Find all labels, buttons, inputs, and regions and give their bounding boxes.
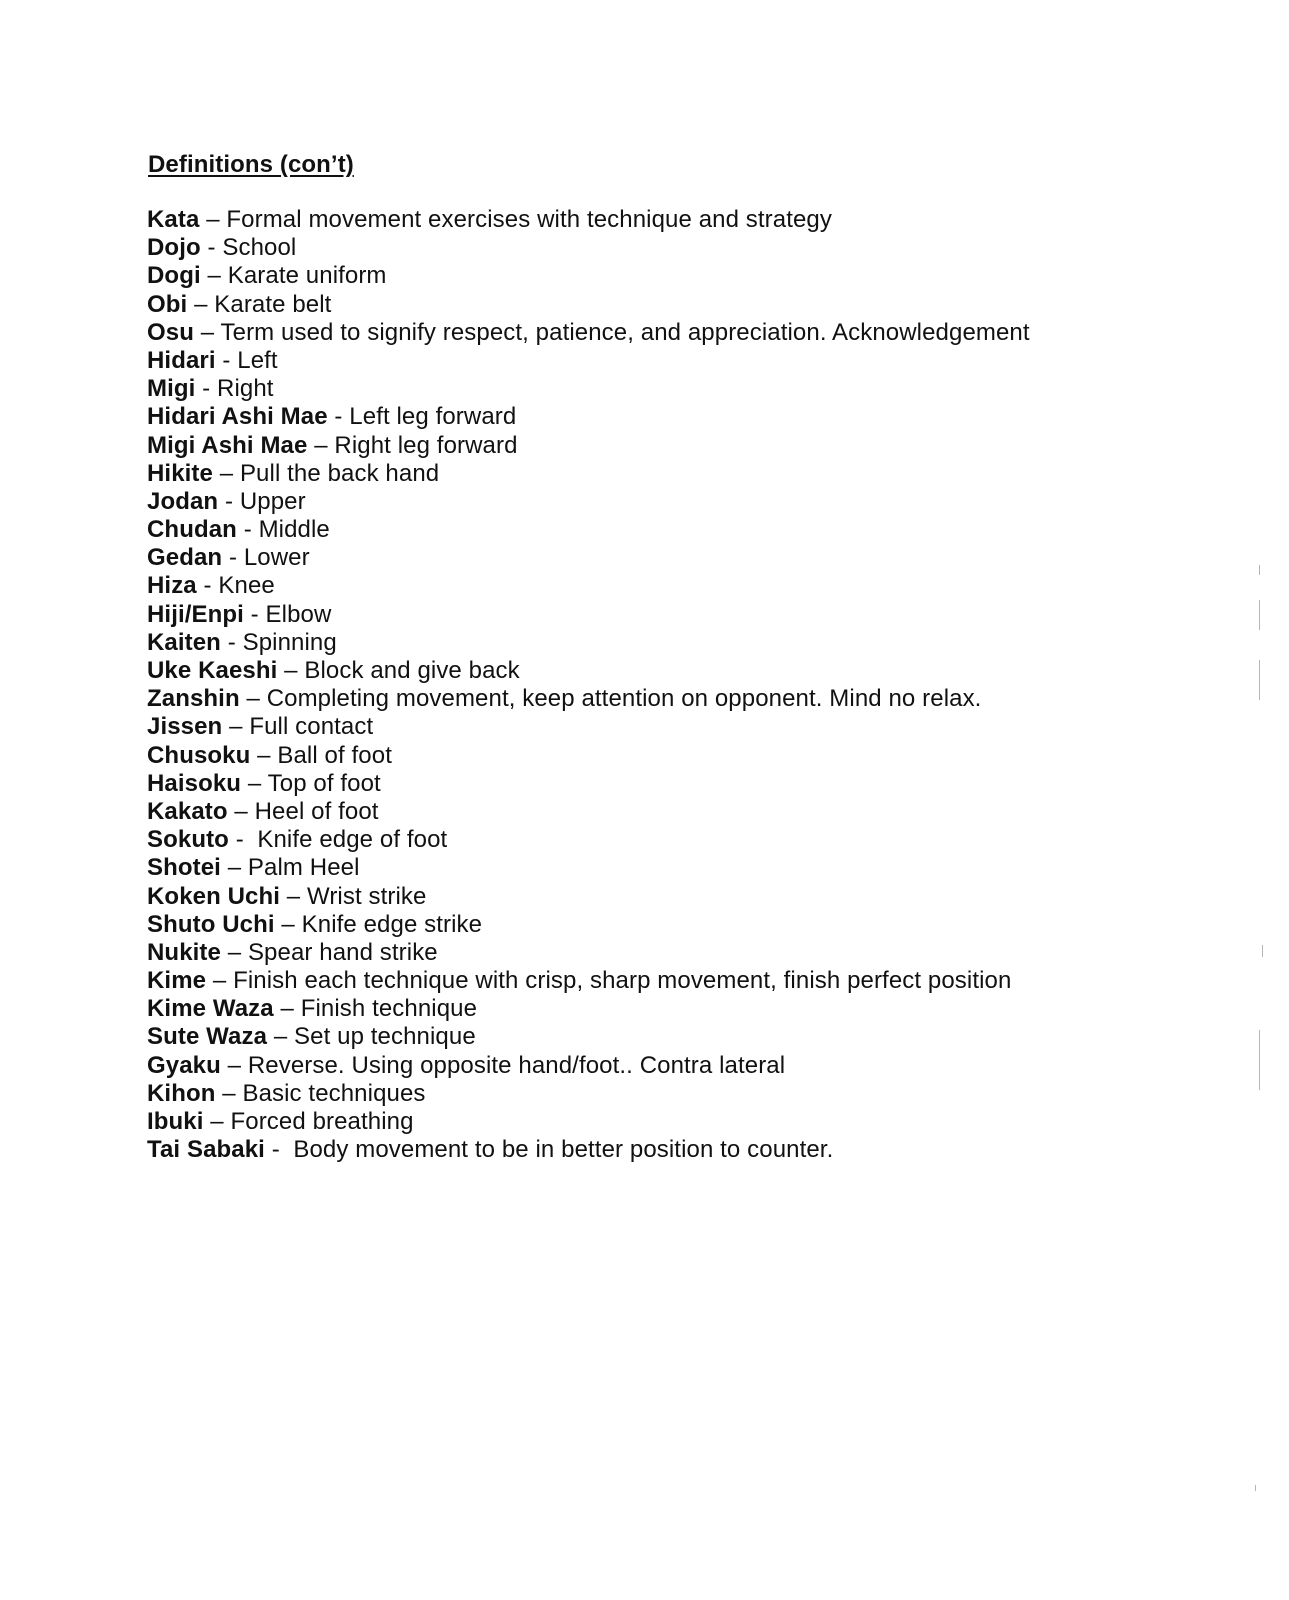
term-separator: – (239, 685, 267, 713)
term-word: Kihon (147, 1079, 216, 1107)
term-definition: Completing movement, keep attention on opponent. Mind no relax. (266, 685, 982, 713)
term-separator: – (193, 318, 221, 346)
term-separator: – (220, 938, 248, 966)
term-separator: - (196, 572, 219, 600)
definition-row (147, 995, 1030, 1023)
definition-row (147, 657, 1030, 685)
term-separator: - (218, 487, 240, 515)
term-definition: Lower (243, 544, 310, 572)
scan-artifact (1259, 1030, 1260, 1090)
term-definition: Knife edge strike (301, 910, 483, 938)
term-word: Ibuki (147, 1108, 204, 1135)
term-definition: Finish each technique with crisp, sharp movement, finish perfect position (233, 967, 1012, 995)
term-word: Zanshin (147, 685, 240, 713)
definition-row (147, 488, 1030, 516)
term-separator: - (236, 516, 259, 544)
term-separator: – (206, 967, 234, 995)
term-separator: - (220, 628, 243, 656)
definition-row (147, 234, 1030, 262)
definition-row (147, 544, 1030, 572)
term-word: Chudan (147, 516, 237, 544)
term-word: Kime Waza (147, 995, 274, 1023)
definition-row (147, 319, 1030, 347)
term-separator: – (203, 1108, 231, 1135)
term-definition: Block and give back (304, 657, 520, 684)
term-separator: – (220, 854, 248, 882)
definition-row (147, 1108, 1030, 1136)
term-definition: Palm Heel (247, 854, 360, 882)
term-definition: Karate belt (214, 290, 332, 318)
term-word: Kakato (147, 797, 228, 825)
term-word: Dojo (147, 234, 201, 262)
term-definition: Finish technique (300, 995, 478, 1023)
term-separator: – (250, 741, 278, 769)
scan-artifact (1262, 945, 1263, 957)
definition-row (147, 713, 1030, 741)
term-separator: – (227, 797, 255, 825)
term-word: Hiji/Enpi (147, 600, 244, 628)
definition-row (147, 685, 1030, 713)
term-definition: Spear hand strike (247, 938, 438, 966)
definition-row (147, 291, 1030, 319)
scan-artifact (1259, 660, 1260, 700)
term-word: Migi Ashi Mae (147, 431, 308, 459)
term-word: Hiza (147, 572, 197, 600)
term-separator: – (280, 882, 308, 910)
term-word: Shotei (147, 854, 221, 882)
term-word: Kaiten (147, 628, 221, 656)
term-separator: – (220, 1051, 248, 1079)
definition-row (147, 375, 1030, 403)
definition-row (147, 347, 1030, 375)
term-word: Hidari Ashi Mae (147, 403, 328, 431)
term-word: Gedan (147, 544, 223, 572)
term-separator: - (215, 346, 238, 374)
term-separator: – (267, 1023, 295, 1051)
term-definition: Knife edge of foot (257, 826, 448, 854)
term-definition: Left leg forward (349, 403, 517, 431)
term-separator: – (222, 713, 250, 741)
term-definition: Heel of foot (254, 797, 379, 825)
term-definition: Middle (258, 516, 330, 544)
term-separator: – (199, 206, 227, 233)
term-word: Hidari (147, 346, 216, 374)
term-definition: Wrist strike (307, 882, 427, 910)
term-separator: - (327, 403, 350, 431)
definition-row (147, 460, 1030, 488)
definition-row (147, 939, 1030, 967)
definition-row (147, 403, 1030, 431)
term-definition: Spinning (242, 628, 337, 656)
term-separator: – (307, 431, 335, 459)
term-separator: - (200, 234, 223, 262)
definition-row (147, 826, 1030, 854)
definition-row (147, 572, 1030, 600)
definition-row (147, 911, 1030, 939)
term-definition: Full contact (249, 713, 374, 741)
term-definition: Right leg forward (334, 431, 518, 459)
term-definition: Ball of foot (277, 741, 392, 769)
term-definition: Forced breathing (230, 1108, 414, 1135)
term-definition: Top of foot (267, 769, 381, 797)
term-separator: - (195, 375, 218, 403)
term-definition: Reverse. Using opposite hand/foot.. Contra lateral (247, 1051, 786, 1079)
term-definition: Formal movement exercises with technique and strategy (226, 206, 832, 233)
term-separator: – (274, 910, 302, 938)
definition-row (147, 601, 1030, 629)
term-definition: Set up technique (294, 1023, 476, 1051)
term-word: Uke Kaeshi (147, 657, 278, 684)
term-word: Sute Waza (147, 1023, 268, 1051)
definition-row (147, 798, 1030, 826)
term-word: Sokuto (147, 826, 229, 854)
term-separator: – (187, 290, 215, 318)
definition-row (147, 1052, 1030, 1080)
term-definition: Karate uniform (227, 262, 387, 290)
definition-row (147, 967, 1030, 995)
definition-row (147, 1023, 1030, 1051)
term-definition: Right (217, 375, 274, 403)
term-separator: - (228, 826, 258, 854)
term-word: Kata (147, 206, 200, 233)
term-definition: Basic techniques (242, 1079, 426, 1107)
definition-row (147, 1136, 1030, 1164)
term-word: Jodan (147, 487, 219, 515)
term-definition: Left (237, 346, 278, 374)
definition-row (147, 432, 1030, 460)
term-separator: – (215, 1079, 243, 1107)
page-heading: Definitions (con’t) (148, 151, 354, 178)
term-separator: – (277, 657, 305, 684)
term-word: Shuto Uchi (147, 910, 275, 938)
term-definition: Body movement to be in better position to counter. (293, 1136, 834, 1164)
term-definition: Pull the back hand (239, 459, 440, 487)
term-definition: Knee (218, 572, 275, 600)
scan-artifact (1259, 565, 1260, 575)
scan-artifact (1255, 1485, 1256, 1491)
term-definition: Upper (239, 487, 306, 515)
term-word: Koken Uchi (147, 882, 281, 910)
term-word: Kime (147, 967, 207, 995)
term-separator: - (243, 600, 266, 628)
term-word: Chusoku (147, 741, 251, 769)
term-separator: - (222, 544, 244, 572)
term-word: Dogi (147, 262, 201, 290)
term-separator: – (273, 995, 301, 1023)
definition-row (147, 883, 1030, 911)
definitions-list (147, 206, 1030, 1164)
term-word: Hikite (147, 459, 213, 487)
term-word: Osu (147, 318, 194, 346)
term-definition: Elbow (265, 600, 332, 628)
scan-artifact (1259, 600, 1260, 630)
definition-row (147, 742, 1030, 770)
definition-row (147, 629, 1030, 657)
term-definition: School (222, 234, 297, 262)
term-separator: – (241, 769, 268, 797)
term-word: Tai Sabaki (147, 1136, 265, 1164)
definition-row (147, 1080, 1030, 1108)
term-word: Migi (147, 375, 196, 403)
term-definition: Term used to signify respect, patience, and appreciation. Acknowledgement (220, 318, 1030, 346)
definition-row (147, 262, 1030, 290)
term-word: Gyaku (147, 1051, 221, 1079)
definition-row (147, 516, 1030, 544)
term-separator: - (264, 1136, 294, 1164)
term-word: Nukite (147, 938, 221, 966)
definition-row (147, 770, 1030, 798)
term-word: Obi (147, 290, 188, 318)
term-separator: – (212, 459, 240, 487)
definition-row (147, 854, 1030, 882)
term-word: Jissen (147, 713, 223, 741)
term-separator: – (200, 262, 228, 290)
definition-row (147, 206, 1030, 234)
term-word: Haisoku (147, 769, 242, 797)
